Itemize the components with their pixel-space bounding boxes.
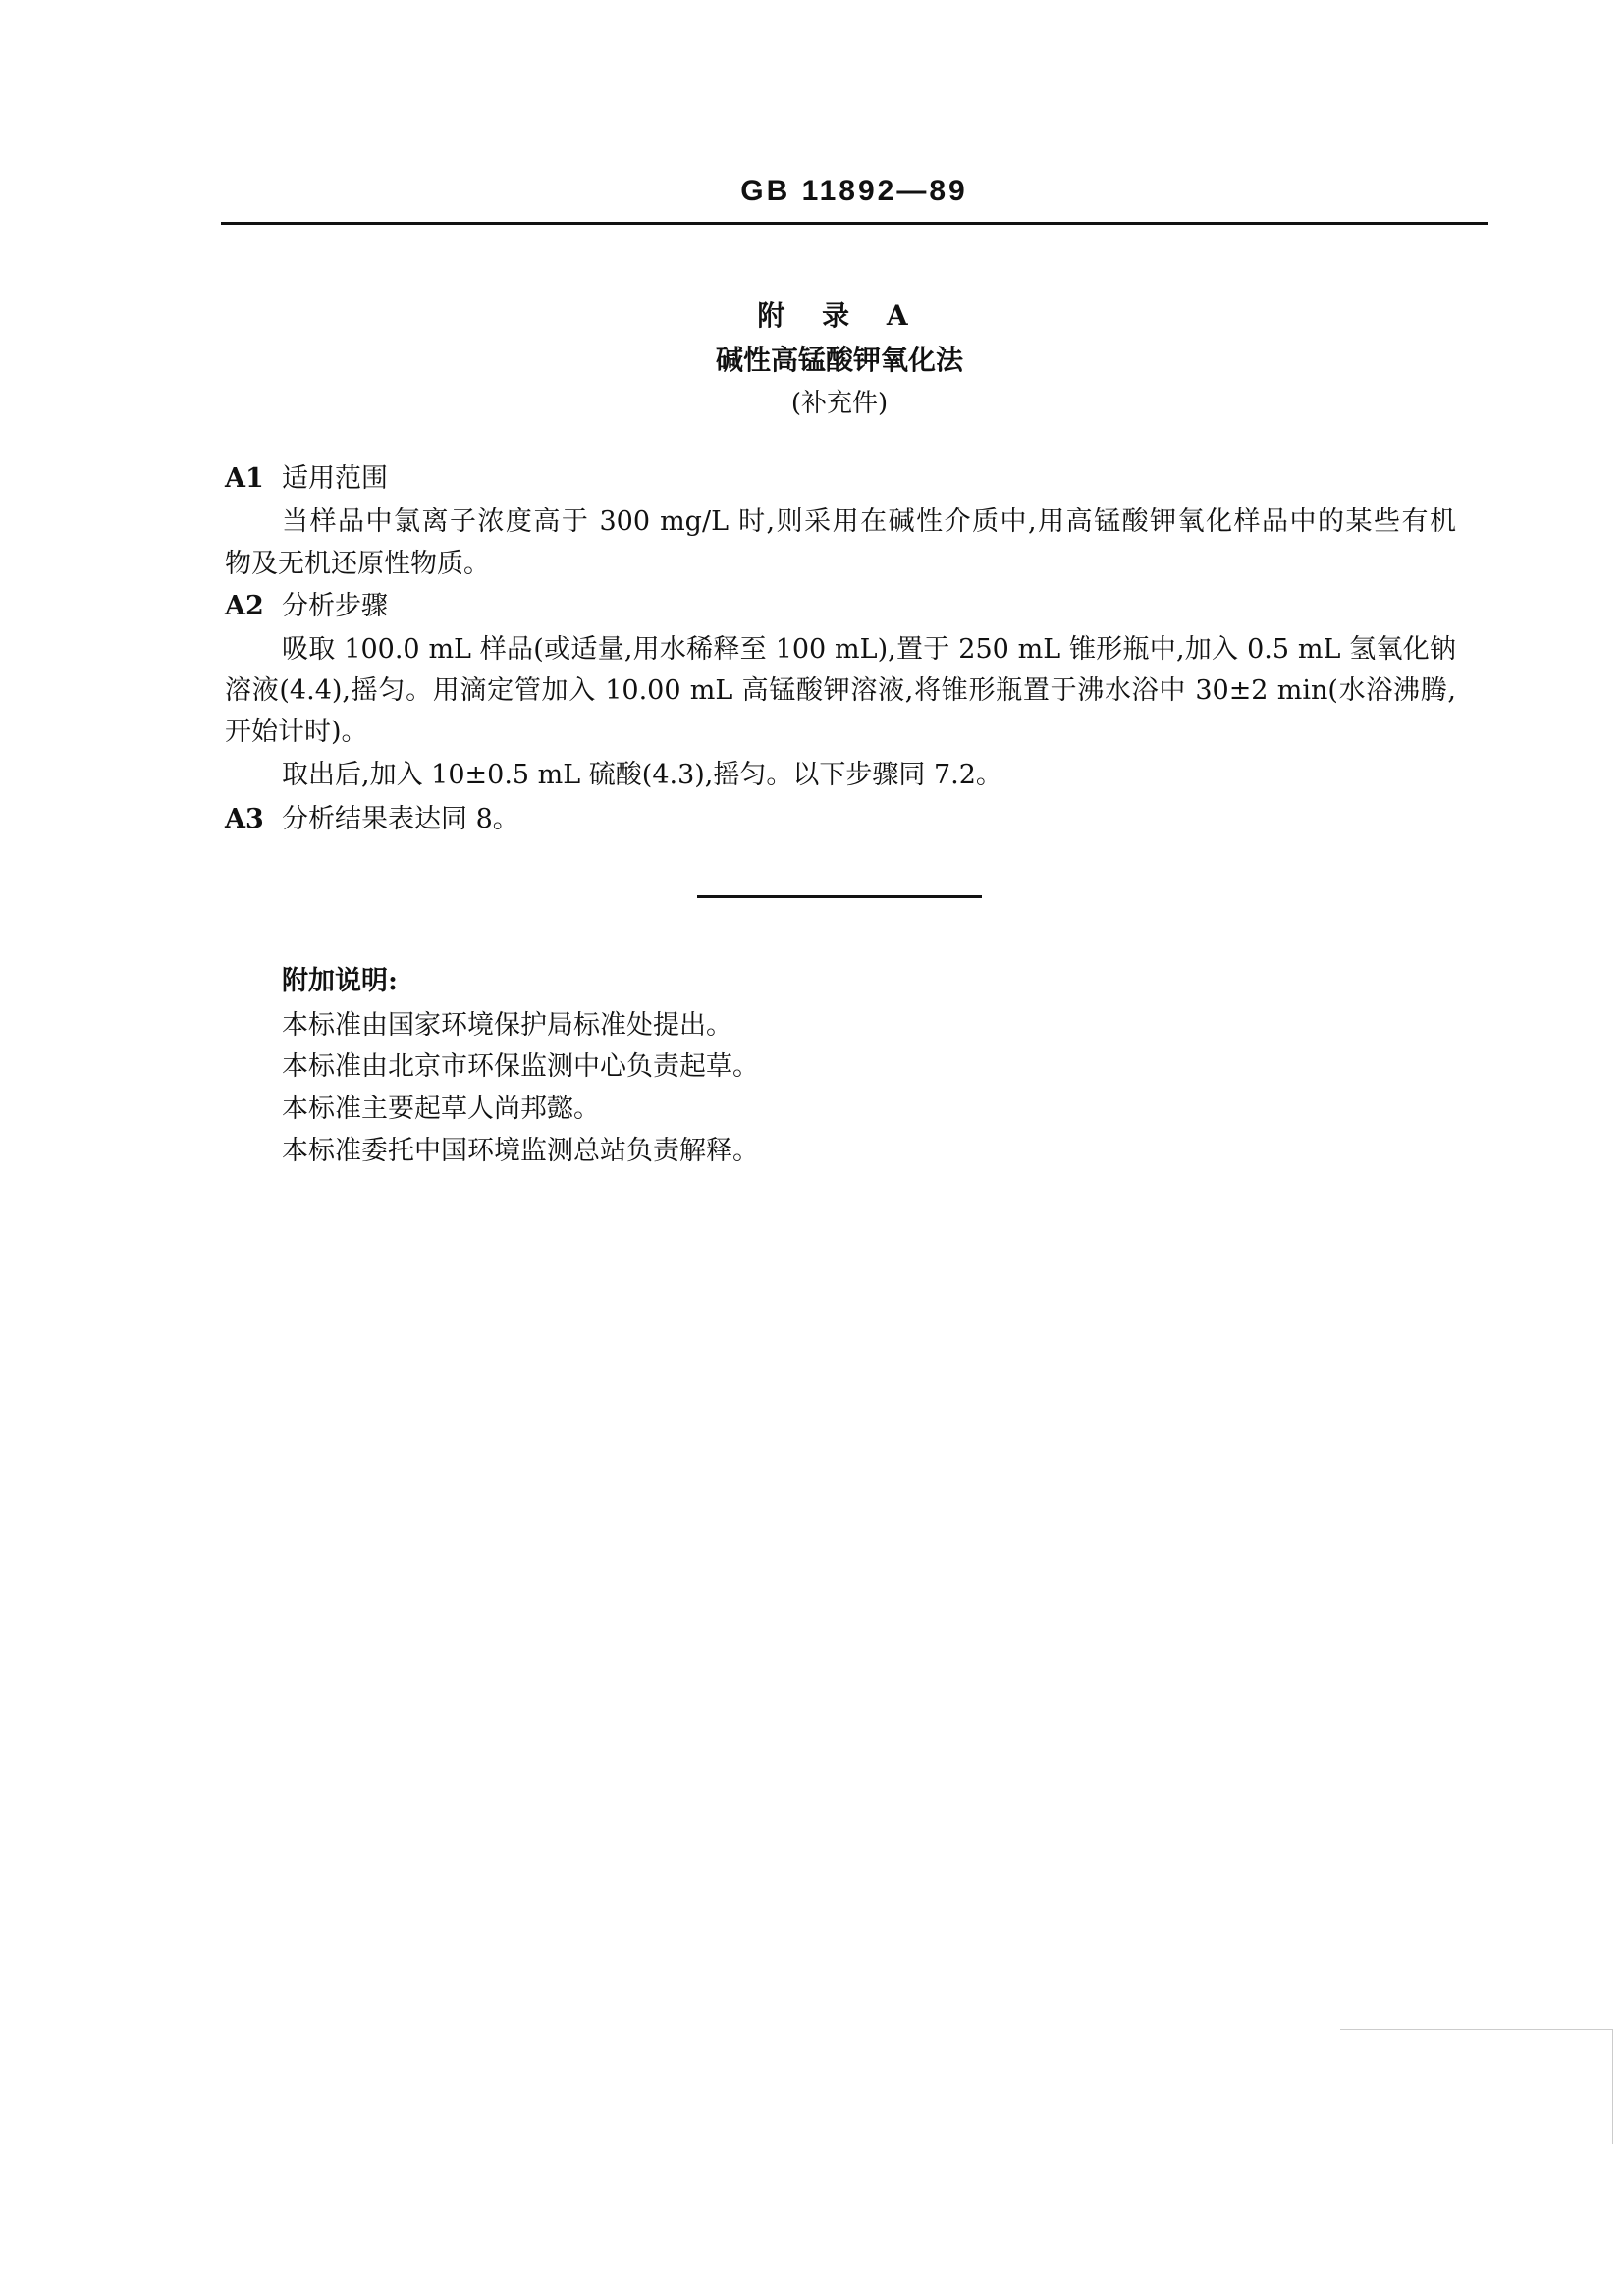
paragraph-line: 吸取 100.0 mL 样品(或适量,用水稀释至 100 mL),置于 250 mL 锥形瓶中,加入 0.5 mL 氢氧化钠 (282, 634, 1456, 665)
end-rule (697, 895, 982, 898)
paragraph-line: 开始计时)。 (225, 717, 368, 747)
notes-title: 附加说明: (282, 966, 398, 996)
section-title: 分析步骤 (282, 591, 388, 621)
paragraph-line: 取出后,加入 10±0.5 mL 硫酸(4.3),摇匀。以下步骤同 7.2。 (282, 760, 1002, 790)
paragraph-line: 溶液(4.4),摇匀。用滴定管加入 10.00 mL 高锰酸钾溶液,将锥形瓶置于沸水浴中 30±2 min(水浴沸腾, (225, 675, 1456, 706)
paragraph-line: 当样品中氯离子浓度高于 300 mg/L 时,则采用在碱性介质中,用高锰酸钾氧化样品中的某些有机 (282, 507, 1456, 537)
note-line: 本标准委托中国环境监测总站负责解释。 (282, 1136, 759, 1166)
note-line: 本标准由北京市环保监测中心负责起草。 (282, 1051, 759, 1082)
appendix-label: 附 录 A (757, 299, 922, 332)
paragraph-line: 物及无机还原性物质。 (225, 549, 490, 579)
header-rule (221, 222, 1488, 225)
scan-corner-box (1340, 2029, 1613, 2144)
note-line: 本标准主要起草人尚邦懿。 (282, 1094, 600, 1124)
section-number: A2 (225, 591, 264, 621)
section-heading-a3 (225, 800, 519, 839)
section-heading-a2 (225, 587, 388, 626)
section-title: 分析结果表达同 8。 (282, 804, 519, 834)
section-heading-a1 (225, 459, 388, 499)
section-number: A3 (225, 804, 264, 834)
section-number: A1 (225, 463, 264, 494)
appendix-title: 碱性高锰酸钾氧化法 (715, 344, 963, 376)
note-line: 本标准由国家环境保护局标准处提出。 (282, 1010, 732, 1041)
standard-number-header: GB 11892—89 (740, 175, 968, 207)
appendix-subtitle: (补充件) (790, 389, 889, 418)
section-title: 适用范围 (282, 463, 388, 494)
